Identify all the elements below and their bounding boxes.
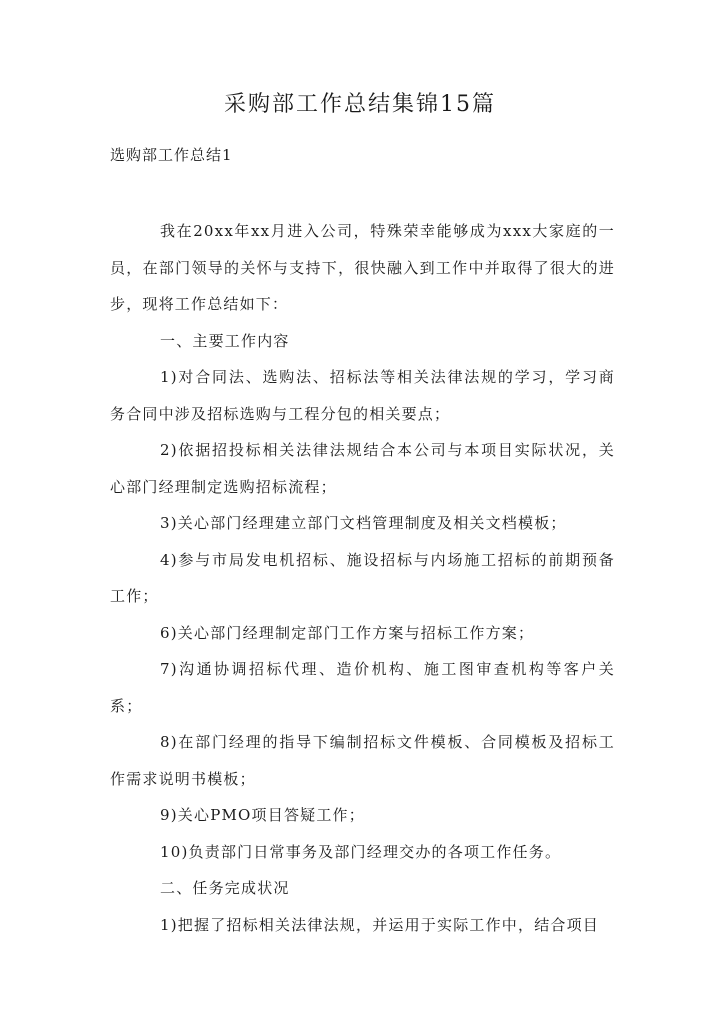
heading-task-status: 二、任务完成状况 [160,879,290,897]
list-item: 4)参与市局发电机招标、施设招标与内场施工招标的前期预备工作； [110,550,615,605]
list-item: 10)负责部门日常事务及部门经理交办的各项工作任务。 [160,842,562,861]
paragraph-intro: 我在20xx年xx月进入公司，特殊荣幸能够成为xxx大家庭的一员，在部门领导的关怀与支持下，很快融入到工作中并取得了很大的进步，现将工作总结如下： [110,222,615,313]
list-item: 1)对合同法、选购法、招标法等相关法律法规的学习，学习商务合同中涉及招标选购与工程分包的相关要点； [110,368,615,423]
document-body [110,213,615,943]
heading-main-work: 一、主要工作内容 [160,331,290,350]
document-title: 采购部工作总结集锦15篇 [224,92,496,117]
section-subtitle: 选购部工作总结1 [110,146,233,164]
list-item: 9)关心PMO项目答疑工作； [160,806,365,824]
list-item: 2)依据招投标相关法律法规结合本公司与本项目实际状况，关心部门经理制定选购招标流程； [110,441,615,496]
list-item: 6)关心部门经理制定部门工作方案与招标工作方案； [160,623,535,642]
list-item: 8)在部门经理的指导下编制招标文件模板、合同模板及招标工作需求说明书模板； [110,733,615,788]
list-item: 1)把握了招标相关法律法规，并运用于实际工作中，结合项目 [160,915,599,934]
list-item: 3)关心部门经理建立部门文档管理制度及相关文档模板； [160,514,567,532]
list-item: 7)沟通协调招标代理、造价机构、施工图审查机构等客户关系； [110,660,615,715]
